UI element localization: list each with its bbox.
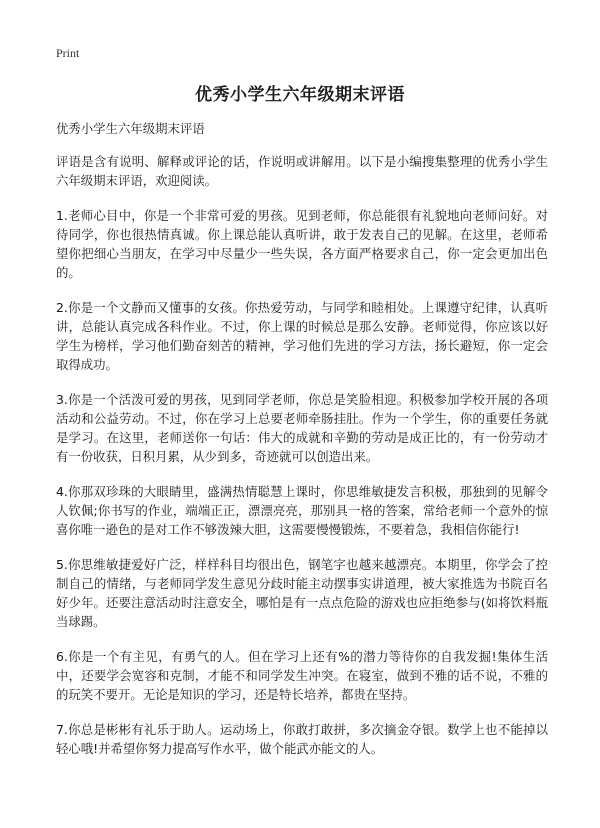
intro-paragraph: 评语是含有说明、解释或评论的话，作说明或讲解用。以下是小编搜集整理的优秀小学生六年级期末评语，欢迎阅读。 xyxy=(56,154,548,188)
comment-paragraph-1: 1.老师心目中，你是一个非常可爱的男孩。见到老师，你总能很有礼貌地向老师问好。对待同学，你也很热情真诚。你上课总能认真听讲，敢于发表自己的见解。在这里，老师希望你把细心当朋友，在学习中尽量少一些失误，各方面严格要求自己，你一定会更加出色的。 xyxy=(56,208,548,280)
print-link[interactable]: Print xyxy=(56,46,80,60)
comment-paragraph-4: 4.你那双珍珠的大眼睛里，盛满热情聪慧上课时，你思维敏捷发言积极，那独到的见解令人钦佩;你书写的作业，端端正正，漂漂亮亮，那别具一格的答案，常给老师一个意外的惊喜你唯一逊色的是对工作不够泼辣大胆，这需要慢慢锻炼，不要着急，我相信你能行! xyxy=(56,484,548,537)
page-title: 优秀小学生六年级期末评语 xyxy=(195,85,405,105)
comment-paragraph-2: 2.你是一个文静而又懂事的女孩。你热爱劳动，与同学和睦相处。上课遵守纪律，认真听讲，总能认真完成各科作业。不过，你上课的时候总是那么安静。老师觉得，你应该以好学生为榜样，学习他们勤奋刻苦的精神，学习他们先进的学习方法，扬长避短，你一定会取得成功。 xyxy=(56,300,548,372)
comment-paragraph-6: 6.你是一个有主见，有勇气的人。但在学习上还有%的潜力等待你的自我发掘!集体生活中，还要学会宽容和克制，才能不和同学发生冲突。在寝室，做到不雅的话不说，不雅的的玩笑不要开。无论是知识的学习，还是特长培养，都贵在坚持。 xyxy=(56,649,548,702)
document-body xyxy=(56,119,548,774)
document-subtitle: 优秀小学生六年级期末评语 xyxy=(56,121,205,136)
comment-paragraph-3: 3.你是一个活泼可爱的男孩，见到同学老师，你总是笑脸相迎。积极参加学校开展的各项活动和公益劳动。不过，你在学习上总要老师牵肠挂肚。作为一个学生，你的重要任务就是学习。在这里，老师送你一句话：伟大的成就和辛勤的劳动是成正比的，有一份劳动才有一份收获，日积月累，从少到多，奇迹就可以创造出来。 xyxy=(56,392,548,464)
comment-paragraph-7: 7.你总是彬彬有礼乐于助人。运动场上，你敢打敢拼，多次摘金夺银。数学上也不能掉以轻心哦!并希望你努力提高写作水平，做个能武亦能文的人。 xyxy=(56,722,548,756)
comment-paragraph-5: 5.你思维敏捷爱好广泛，样样科目均很出色，钢笔字也越来越漂亮。本期里，你学会了控制自己的情绪，与老师同学发生意见分歧时能主动摆事实讲道理，被大家推选为书院百名好少年。还要注意活动时注意安全，哪怕是有一点点危险的游戏也应拒绝参与(如将饮料瓶当球踢。 xyxy=(56,557,548,629)
